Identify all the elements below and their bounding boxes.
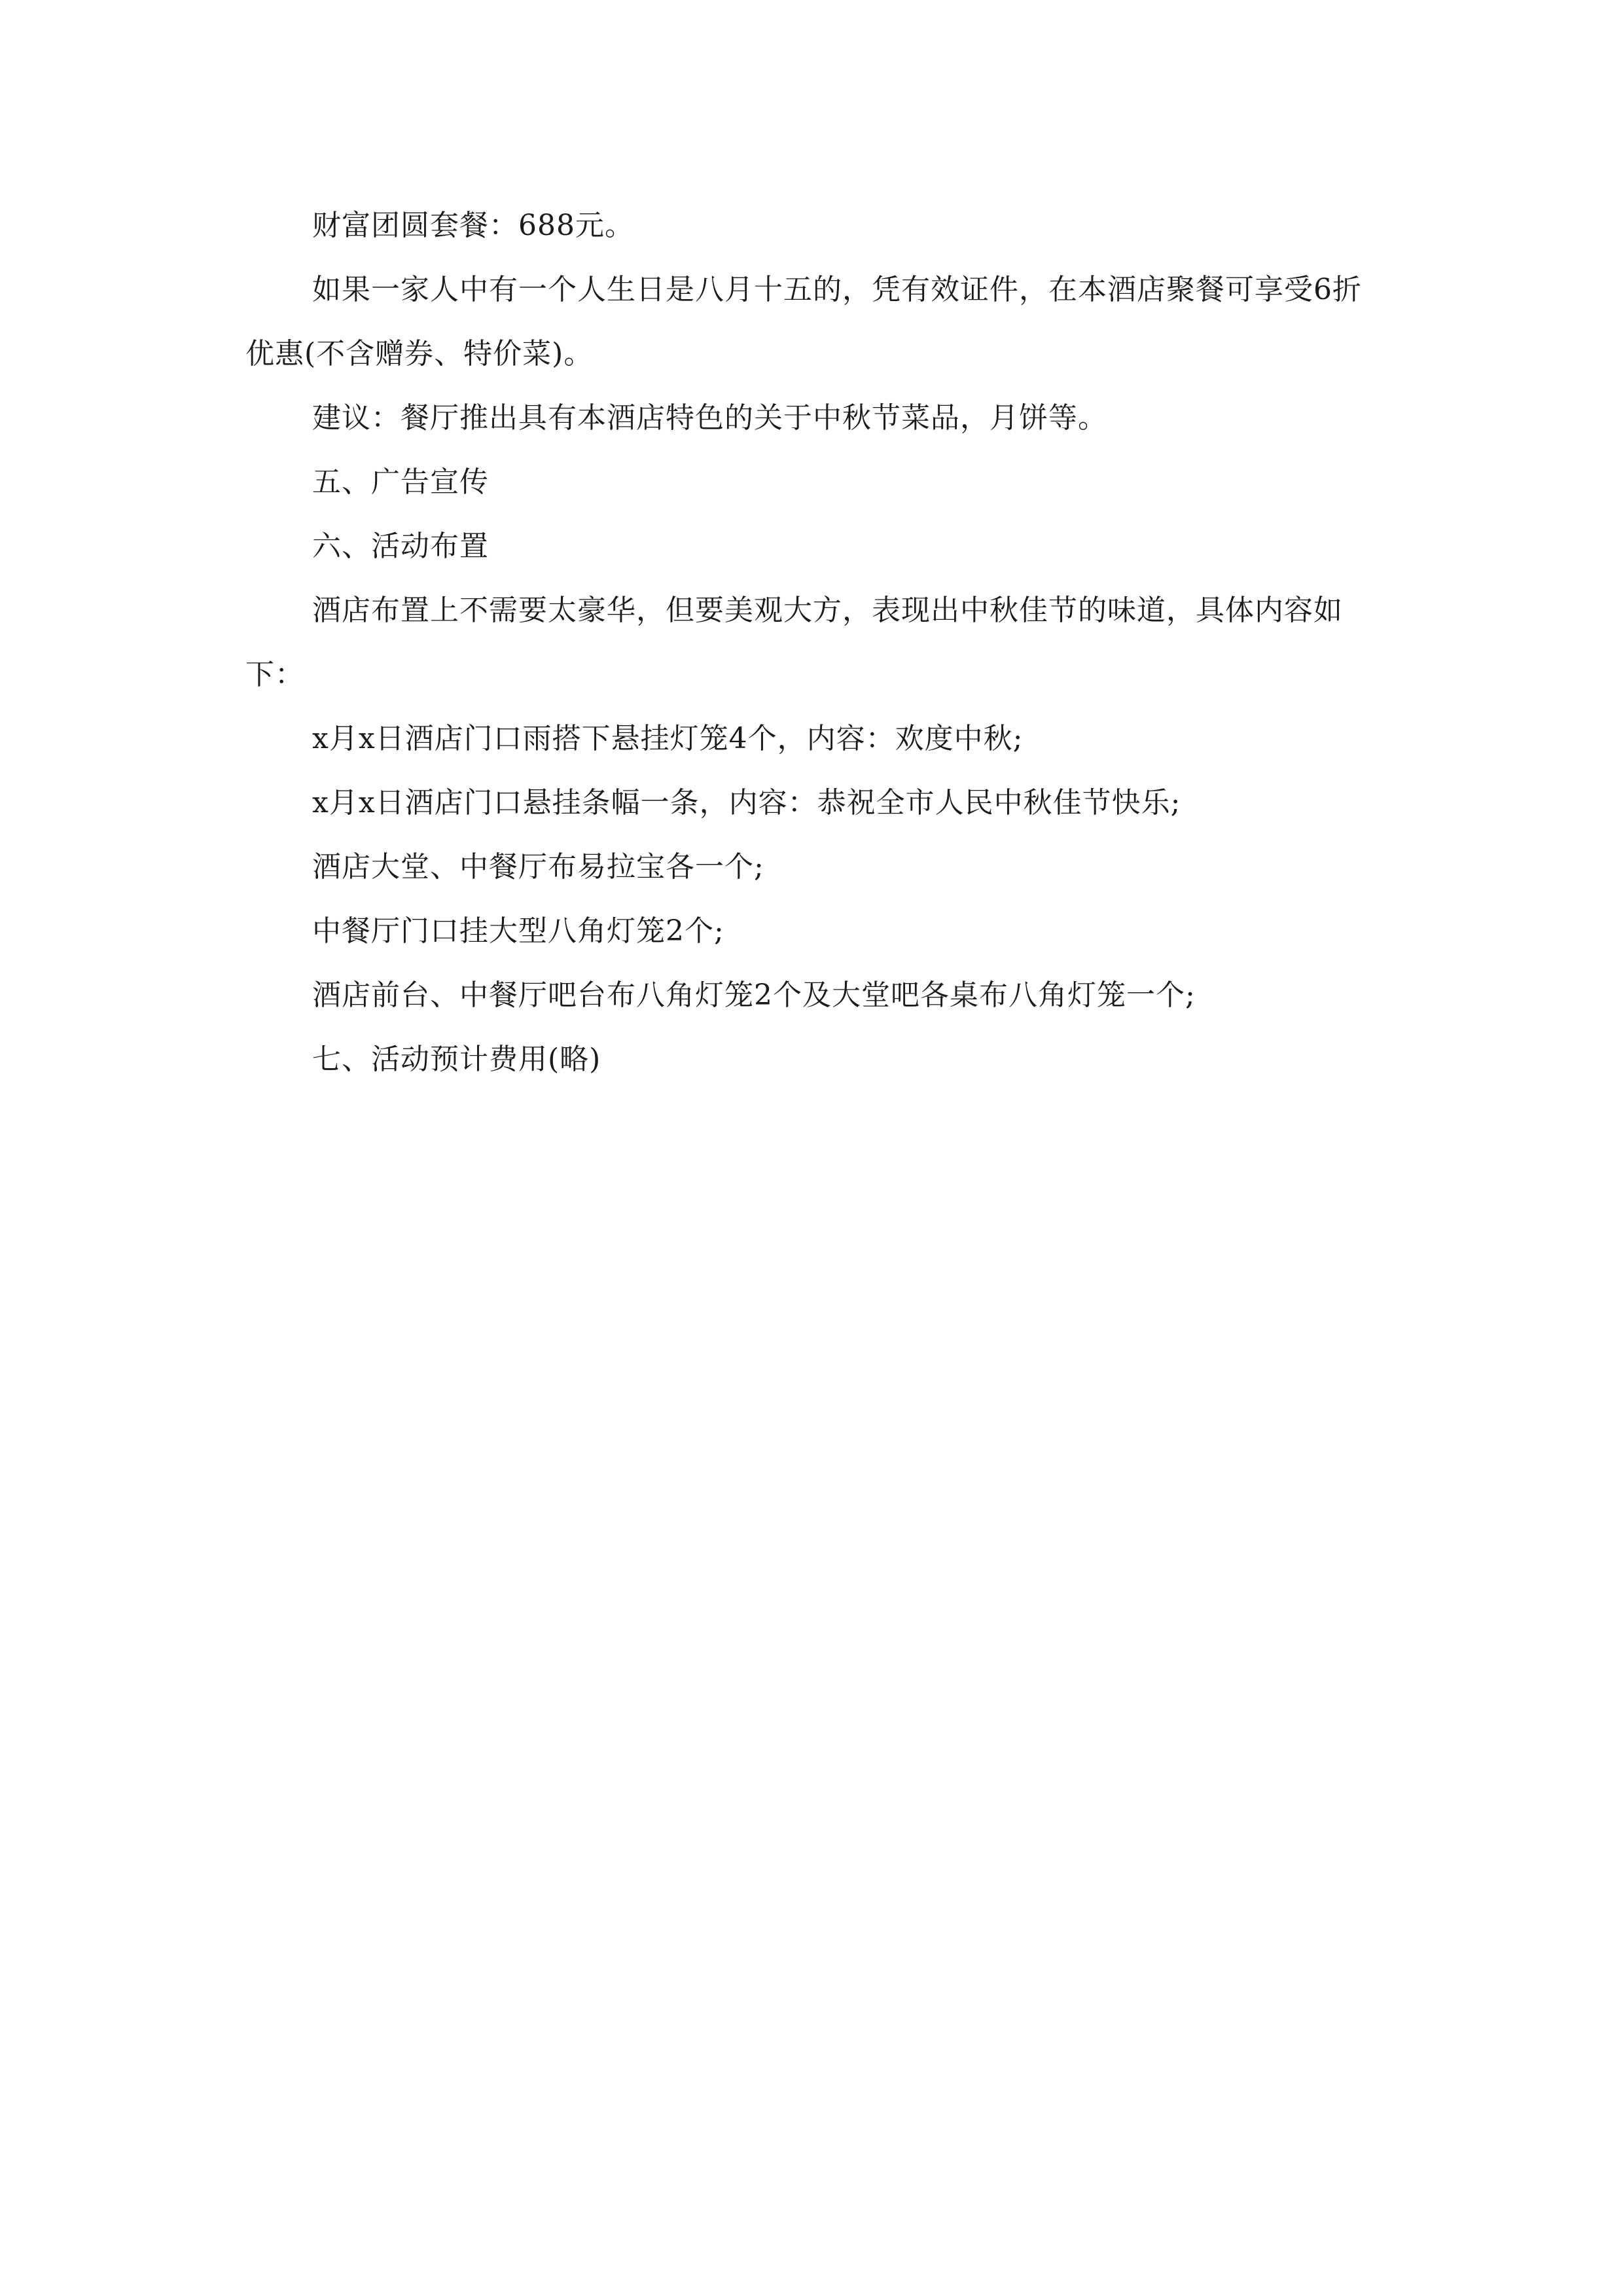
paragraph-suggestion: 建议：餐厅推出具有本酒店特色的关于中秋节菜品，月饼等。 <box>312 401 1107 435</box>
list-item-banner: x月x日酒店门口悬挂条幅一条，内容：恭祝全市人民中秋佳节快乐; <box>312 786 1181 819</box>
paragraph-set-meal-price: 财富团圆套餐：688元。 <box>312 209 634 242</box>
paragraph-birthday-discount: 如果一家人中有一个人生日是八月十五的，凭有效证件，在本酒店聚餐可享受6折优惠(不含赠券、特价菜)。 <box>245 273 1362 370</box>
list-item-octagonal-lanterns-entrance: 中餐厅门口挂大型八角灯笼2个; <box>312 914 724 948</box>
list-item-octagonal-lanterns-counters: 酒店前台、中餐厅吧台布八角灯笼2个及大堂吧各桌布八角灯笼一个; <box>312 978 1196 1012</box>
paragraph-decoration-intro: 酒店布置上不需要太豪华，但要美观大方，表现出中秋佳节的味道，具体内容如下： <box>245 594 1343 691</box>
list-item-rollup-stand: 酒店大堂、中餐厅布易拉宝各一个; <box>312 850 764 884</box>
document-body <box>245 194 1384 1092</box>
list-item-lanterns-canopy: x月x日酒店门口雨搭下悬挂灯笼4个，内容：欢度中秋; <box>312 722 1024 755</box>
section-heading-decoration: 六、活动布置 <box>312 529 489 563</box>
section-heading-budget: 七、活动预计费用(略) <box>312 1043 601 1076</box>
section-heading-advertising: 五、广告宣传 <box>312 465 489 499</box>
